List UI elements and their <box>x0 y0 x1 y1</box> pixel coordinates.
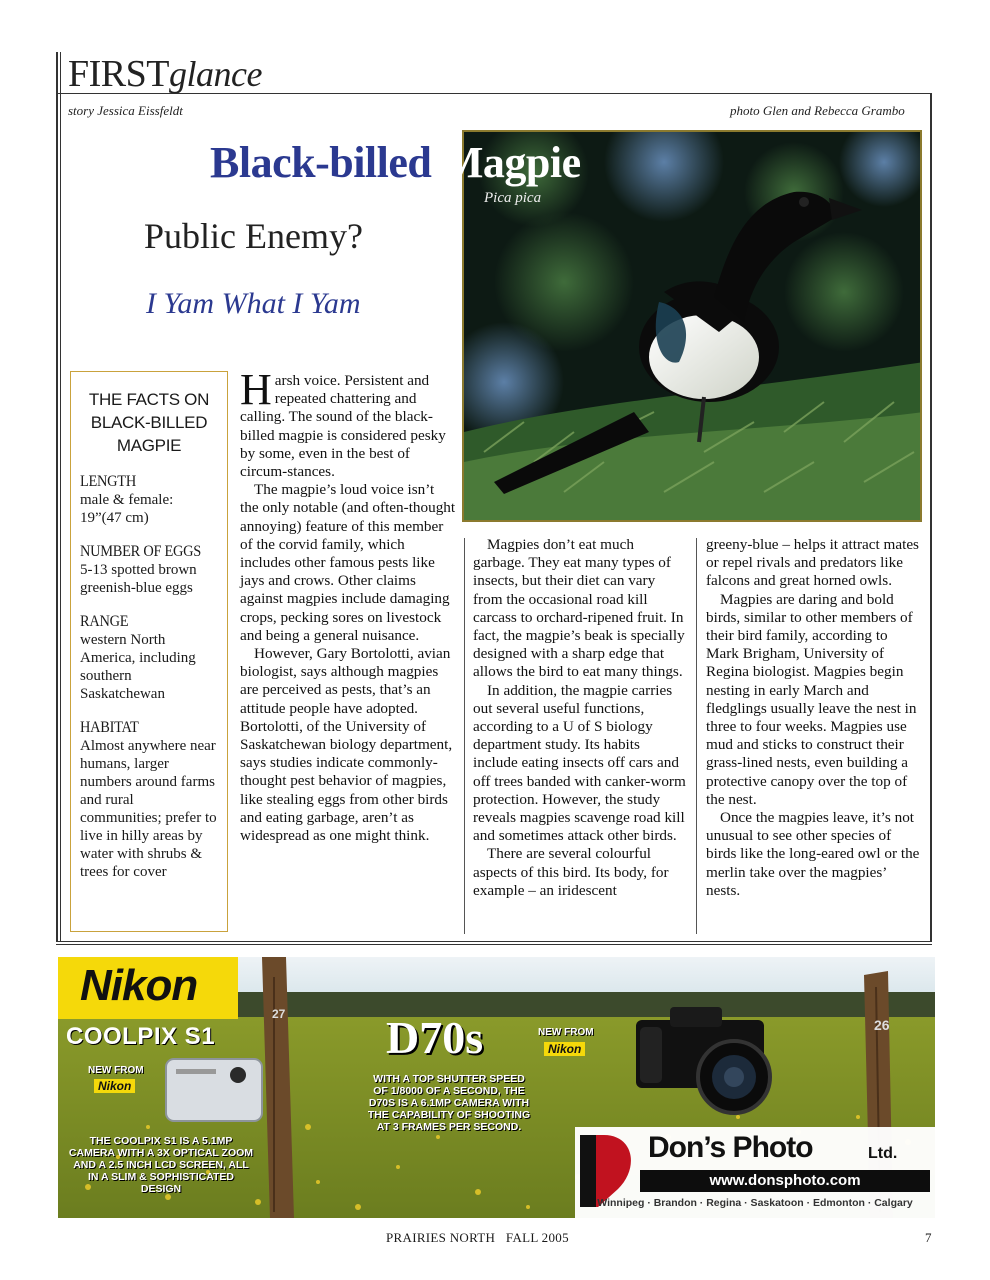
coolpix-model: COOLPIX S1 <box>66 1023 216 1050</box>
section-title-first: FIRST <box>68 53 169 95</box>
facts-title <box>80 388 218 457</box>
publication-footer: PRAIRIES NORTH FALL 2005 <box>386 1230 569 1245</box>
bottom-rule <box>56 941 932 942</box>
fact-label-habitat: HABITAT <box>80 719 139 736</box>
coolpix-nikon-badge: Nikon <box>94 1079 135 1093</box>
subtitle-i-yam: I Yam What I Yam <box>146 287 361 320</box>
fact-label-range: RANGE <box>80 613 129 630</box>
fact-label-length: LENGTH <box>80 473 136 490</box>
left-border-rule-inner <box>60 52 61 942</box>
nikon-logo: Nikon <box>80 961 198 1010</box>
dons-photo-cities: Winnipeg · Brandon · Regina · Saskatoon · Edmonton · Calgary <box>597 1197 913 1209</box>
d70s-model: D70s <box>386 1012 484 1063</box>
column-rule <box>696 538 697 934</box>
d70s-nikon-badge: Nikon <box>544 1042 585 1056</box>
paragraph-text: arsh voice. Persistent and repeated chattering and calling. The sound of the black-billed magpie is considered pesky by some, even in the best of circum-stances. <box>240 372 446 481</box>
article-paragraph: There are several colourful aspects of this bird. Its body, for example – an iridescent <box>473 845 669 899</box>
post-number-left: 27 <box>272 1007 286 1021</box>
facts-title-line: MAGPIE <box>116 436 182 455</box>
article-column-1 <box>240 365 456 845</box>
article-paragraph: greeny-blue – helps it attract mates or repel rivals and predators like falcons and great horned owls. <box>706 536 919 590</box>
coolpix-new-from: NEW FROM <box>88 1065 144 1076</box>
page-number: 7 <box>925 1230 932 1245</box>
subtitle-public-enemy: Public Enemy? <box>144 216 363 256</box>
latin-name: Pica pica <box>484 190 542 206</box>
article-paragraph: In addition, the magpie carries out several useful functions, according to a U of S biology department study. Its habits include eating insects off cars and off trees banded with canker-worm protection. However, the study reveals magpies scavenge road kill and sometimes attack other birds. <box>473 681 686 845</box>
fact-label-eggs: NUMBER OF EGGS <box>80 543 202 560</box>
left-border-rule <box>56 52 58 942</box>
article-paragraph: The magpie’s loud voice isn’t the only notable (and often-thought annoying) feature of this member of the corvid family, which includes other famous pests like jays and crows. Other claims against magpies include damaging crops, pecking sores on livestock and being a general nuisance. <box>240 481 456 644</box>
article-headline <box>210 137 581 188</box>
headline-light-part: Magpie <box>441 138 581 187</box>
section-title <box>68 52 262 96</box>
facts-title-line: BLACK-BILLED <box>90 413 208 432</box>
article-paragraph: However, Gary Bortolotti, avian biologist, says although magpies are perceived as pests, that’s an attitude people have adopted. Bortolotti, of the University of Saskatchewan biology department, says studies indicate commonly-thought pest behavior of magpies, like stealing eggs from other birds and eating garbage, aren’t as widespread as one might think. <box>240 645 453 845</box>
fact-text-habitat: Almost anywhere near humans, larger numbers around farms and rural communities; prefer to live in hilly areas by water with shrubs & trees for cover <box>80 738 217 880</box>
section-title-glance: glance <box>168 54 262 94</box>
fact-text-length: male & female: 19”(47 cm) <box>80 492 174 526</box>
article-column-2 <box>473 536 688 900</box>
article-paragraph: Magpies are daring and bold birds, similar to other members of their bird family, according to Mark Brigham, University of Regina biologist. Magpies begin nesting in early March and fledglings usually leave the nest in three to four weeks. Magpies use mud and sticks to construct their grass-lined nests, even building a protective canopy over the top of the nest. <box>706 590 917 808</box>
facts-sidebar <box>70 371 228 932</box>
d70s-description: WITH A TOP SHUTTER SPEED OF 1/8000 OF A SECOND, THE D70S IS A 6.1MP CAMERA WITH THE CAPABILITY OF SHOOTING AT 3 FRAMES PER SECOND. <box>367 1073 531 1133</box>
bottom-rule-inner <box>56 944 932 945</box>
dons-photo-suffix: Ltd. <box>868 1145 898 1162</box>
fact-text-eggs: 5-13 spotted brown greenish-blue eggs <box>80 562 197 596</box>
article-paragraph <box>240 365 456 481</box>
drop-cap: H <box>240 365 272 414</box>
d70s-new-from: NEW FROM <box>538 1027 594 1038</box>
story-credit: story Jessica Eissfeldt <box>68 103 183 118</box>
article-paragraph: Once the magpies leave, it’s not unusual to see other species of birds like the long-eared owl or the merlin take over the magpies’ nests. <box>706 809 920 899</box>
dons-photo-name: Don’s Photo <box>648 1131 813 1164</box>
post-number-right: 26 <box>874 1017 890 1033</box>
photo-credit: photo Glen and Rebecca Grambo <box>730 103 905 118</box>
nikon-advertisement <box>58 957 935 1218</box>
fact-text-range: western North America, including southern Saskatchewan <box>80 632 196 702</box>
facts-title-line: THE FACTS ON <box>88 390 210 409</box>
magpie-photo <box>462 130 922 522</box>
column-rule <box>464 538 465 934</box>
article-column-3 <box>706 536 921 900</box>
dons-photo-url: www.donsphoto.com <box>709 1172 861 1189</box>
right-border-rule <box>930 94 932 942</box>
article-paragraph: Magpies don’t eat much garbage. They eat many types of insects, but their diet can vary from the occasional road kill carcass to orchard-ripened fruit. In fact, the magpie’s beak is specially designed with a sharp edge that allows the bird to eat many things. <box>473 536 685 681</box>
headline-dark-part: Black-billed <box>210 138 442 187</box>
coolpix-description: THE COOLPIX S1 IS A 5.1MP CAMERA WITH A 3X OPTICAL ZOOM AND A 2.5 INCH LCD SCREEN, ALL IN A SLIM & SOPHISTICATED DESIGN <box>68 1135 254 1195</box>
